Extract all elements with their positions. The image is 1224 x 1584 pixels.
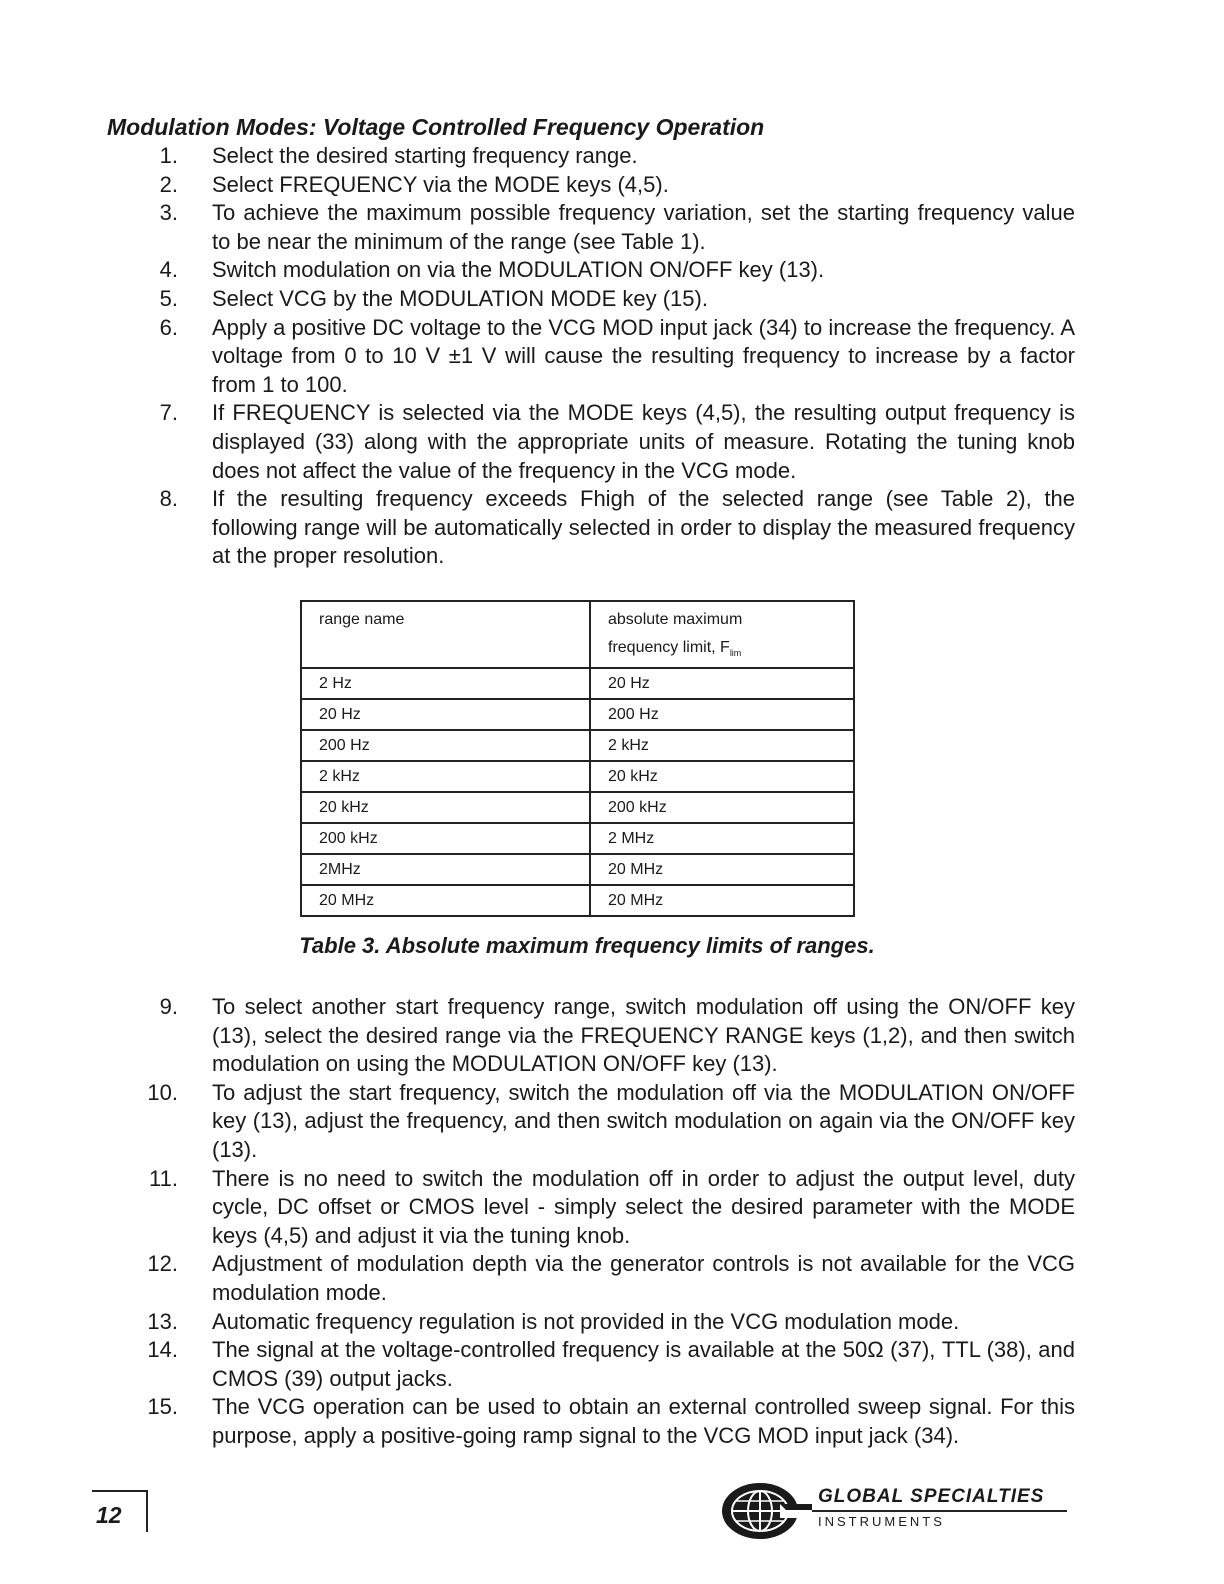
limit-cell: 2 kHz bbox=[590, 730, 854, 761]
step-text: To adjust the start frequency, switch the modulation off via the MODULATION ON/OFF key (13), adjust the frequency, and then switch modulation on again via the ON/OFF key (13). bbox=[212, 1079, 1075, 1162]
step-number: 5. bbox=[159, 285, 178, 311]
list-item bbox=[120, 1393, 1075, 1450]
step-text: To achieve the maximum possible frequency variation, set the starting frequency value to be near the minimum of the range (see Table 1). bbox=[212, 200, 1075, 254]
table-row bbox=[301, 761, 854, 792]
range-cell: 20 kHz bbox=[301, 792, 590, 823]
step-number: 10. bbox=[147, 1079, 178, 1105]
list-item bbox=[120, 1336, 1075, 1393]
table-row bbox=[301, 699, 854, 730]
list-item bbox=[120, 256, 1075, 285]
step-text: Adjustment of modulation depth via the generator controls is not available for the VCG modulation mode. bbox=[212, 1251, 1075, 1305]
list-item bbox=[120, 1308, 1075, 1337]
step-text: The VCG operation can be used to obtain an external controlled sweep signal. For this purpose, apply a positive-going ramp signal to the VCG MOD input jack (34). bbox=[212, 1394, 1075, 1448]
steps-list-a bbox=[120, 142, 1075, 571]
list-item bbox=[120, 993, 1075, 1079]
step-number: 7. bbox=[159, 400, 178, 426]
limit-cell: 200 kHz bbox=[590, 792, 854, 823]
step-text: If the resulting frequency exceeds Fhigh of the selected range (see Table 2), the following range will be automatically selected in order to display the measured frequency at the proper resolution. bbox=[212, 486, 1075, 569]
steps-list-b bbox=[120, 993, 1075, 1451]
step-number: 12. bbox=[147, 1251, 178, 1277]
limit-cell: 2 MHz bbox=[590, 823, 854, 854]
range-cell: 2MHz bbox=[301, 854, 590, 885]
page-number-rule bbox=[92, 1490, 148, 1492]
step-text: Switch modulation on via the MODULATION ON/OFF key (13). bbox=[212, 257, 825, 283]
step-text: Select the desired starting frequency range. bbox=[212, 143, 638, 168]
step-text: The signal at the voltage-controlled frequency is available at the 50Ω (37), TTL (38), and CMOS (39) output jacks. bbox=[212, 1337, 1075, 1391]
logo-divider bbox=[812, 1510, 1067, 1512]
header-subscript: lim bbox=[729, 648, 742, 659]
step-number: 4. bbox=[159, 257, 178, 283]
brand-logo bbox=[720, 1478, 1070, 1548]
list-item bbox=[120, 1165, 1075, 1251]
range-cell: 2 Hz bbox=[301, 668, 590, 699]
step-text: Automatic frequency regulation is not provided in the VCG modulation mode. bbox=[212, 1308, 960, 1334]
header-frequency-limit bbox=[590, 601, 854, 668]
list-item bbox=[120, 285, 1075, 314]
step-number: 14. bbox=[147, 1337, 178, 1363]
step-text: Select FREQUENCY via the MODE keys (4,5). bbox=[212, 171, 669, 197]
step-number: 2. bbox=[159, 171, 178, 197]
limit-cell: 200 Hz bbox=[590, 699, 854, 730]
list-item bbox=[120, 171, 1075, 200]
step-text: If FREQUENCY is selected via the MODE keys (4,5), the resulting output frequency is displayed (33) along with the appropriate units of measure. Rotating the tuning knob does not affect the value of the frequency in the VCG mode. bbox=[212, 400, 1075, 483]
limit-cell: 20 MHz bbox=[590, 854, 854, 885]
step-number: 11. bbox=[149, 1165, 178, 1191]
table-row bbox=[301, 854, 854, 885]
step-text: Select VCG by the MODULATION MODE key (15). bbox=[212, 285, 708, 311]
header-range-name: range name bbox=[301, 601, 590, 668]
list-item bbox=[120, 1079, 1075, 1165]
list-item bbox=[120, 314, 1075, 400]
table-row bbox=[301, 823, 854, 854]
list-item bbox=[120, 199, 1075, 256]
step-number: 3. bbox=[159, 200, 178, 226]
step-number: 9. bbox=[159, 994, 178, 1019]
header-line2: frequency limit, F bbox=[608, 639, 730, 656]
range-cell: 200 kHz bbox=[301, 823, 590, 854]
table-row bbox=[301, 668, 854, 699]
step-text: To select another start frequency range, switch modulation off using the ON/OFF key (13), select the desired range via the FREQUENCY RANGE keys (1,2), and then switch modulation on using the MODULATION ON/OFF key (13). bbox=[212, 994, 1075, 1077]
limit-cell: 20 Hz bbox=[590, 668, 854, 699]
range-cell: 20 MHz bbox=[301, 885, 590, 916]
limit-cell: 20 kHz bbox=[590, 761, 854, 792]
section-heading: Modulation Modes: Voltage Controlled Frequency Operation bbox=[107, 114, 765, 140]
logo-name: GLOBAL SPECIALTIES bbox=[818, 1486, 1045, 1507]
list-item bbox=[120, 399, 1075, 485]
range-cell: 20 Hz bbox=[301, 699, 590, 730]
list-item bbox=[120, 1250, 1075, 1307]
step-text: Apply a positive DC voltage to the VCG MOD input jack (34) to increase the frequency. A voltage from 0 to 10 V ±1 V will cause the resulting frequency to increase by a factor from 1 to 100. bbox=[212, 314, 1075, 397]
step-number: 6. bbox=[159, 314, 178, 340]
frequency-limits-table bbox=[300, 600, 855, 917]
list-item bbox=[120, 142, 1075, 171]
step-number: 13. bbox=[147, 1308, 178, 1334]
limit-cell: 20 MHz bbox=[590, 885, 854, 916]
page-number: 12 bbox=[96, 1502, 122, 1528]
globe-logo-icon bbox=[720, 1480, 812, 1542]
list-item bbox=[120, 485, 1075, 571]
step-number: 8. bbox=[159, 486, 178, 512]
table-row bbox=[301, 792, 854, 823]
table-row bbox=[301, 885, 854, 916]
table-caption: Table 3. Absolute maximum frequency limits of ranges. bbox=[299, 933, 875, 958]
range-cell: 200 Hz bbox=[301, 730, 590, 761]
header-line1: absolute maximum bbox=[608, 611, 743, 628]
table-header-row bbox=[301, 601, 854, 668]
range-cell: 2 kHz bbox=[301, 761, 590, 792]
page-number-rule-side bbox=[146, 1490, 148, 1532]
step-text: There is no need to switch the modulation off in order to adjust the output level, duty cycle, DC offset or CMOS level - simply select the desired parameter with the MODE keys (4,5) and adjust it via the tuning knob. bbox=[212, 1165, 1075, 1248]
table-row bbox=[301, 730, 854, 761]
step-number: 1. bbox=[159, 143, 178, 168]
logo-subtitle: INSTRUMENTS bbox=[818, 1514, 945, 1529]
step-number: 15. bbox=[147, 1394, 178, 1420]
